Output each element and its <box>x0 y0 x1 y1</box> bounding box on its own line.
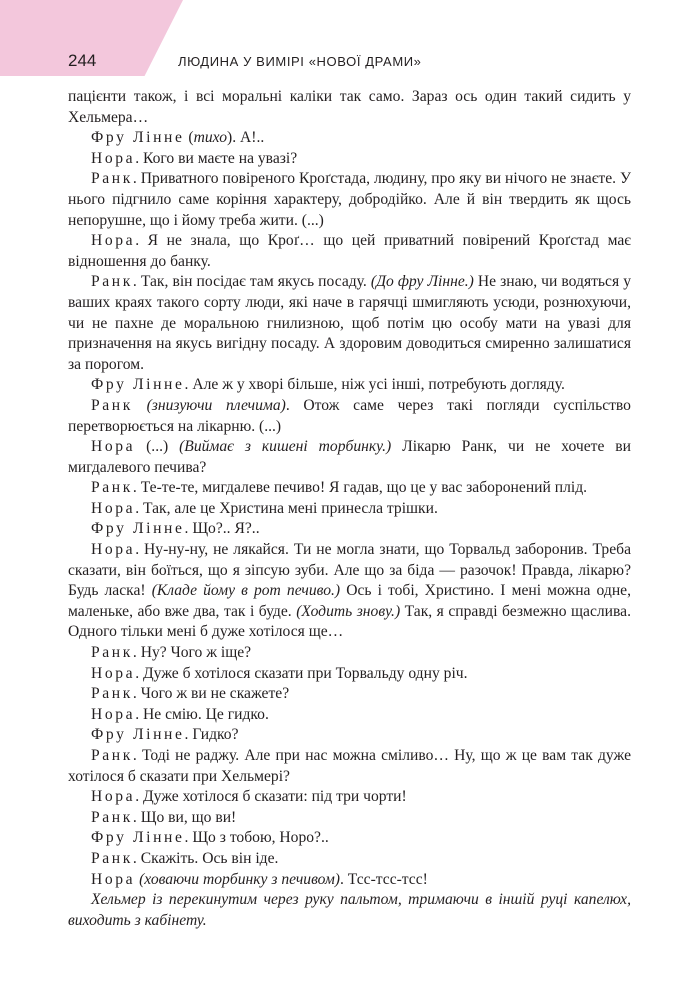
dialogue-paragraph <box>68 725 631 746</box>
speech-text <box>133 397 147 414</box>
speech-text: Так, я справді безмежно щаслива. Одного тільки мені б дуже хотілося ще… <box>68 602 631 641</box>
dialogue-paragraph <box>68 149 631 170</box>
speaker-name: Фру Лінне <box>91 520 185 538</box>
dialogue-paragraph <box>68 519 631 540</box>
dialogue-paragraph <box>68 128 631 149</box>
speech-text: . Чого ж ви не скажете? <box>132 685 290 703</box>
dialogue-paragraph <box>68 828 631 849</box>
dialogue-paragraph <box>68 890 631 931</box>
speech-text: . Гидко? <box>184 726 239 744</box>
stage-direction: (Виймає з кишені торбинку.) <box>179 438 392 456</box>
speaker-name: Ранк <box>91 479 133 497</box>
speech-text: . Так, він посідає там якусь посаду. <box>132 273 371 291</box>
dialogue-paragraph <box>68 787 631 808</box>
speech-text: . Дуже хотілося б сказати: під три чорти! <box>135 788 407 806</box>
speaker-name: Нора <box>91 232 136 250</box>
dialogue-paragraph <box>68 540 631 643</box>
stage-direction: (Кладе йому в рот печиво.) <box>151 582 341 600</box>
speech-text: . Приватного повіреного Кроґстада, людину, про яку ви нічого не знаєте. У нього підгнило саме коріння характеру, добродійко. Але й він твердить як щось непорушне, що і йому треба жити. (...) <box>68 170 631 229</box>
stage-direction: (До фру Лінне.) <box>370 273 474 291</box>
speech-text: . Ну? Чого ж іще? <box>132 644 252 662</box>
speaker-name: Нора <box>91 438 136 456</box>
speech-text: . Що?.. Я?.. <box>184 520 260 538</box>
dialogue-paragraph <box>68 499 631 520</box>
continuation-paragraph <box>68 87 631 128</box>
dialogue-paragraph <box>68 705 631 726</box>
speaker-name: Фру Лінне <box>91 829 185 847</box>
speech-text: . Так, але це Христина мені принесла трішки. <box>135 499 438 517</box>
speaker-name: Фру Лінне <box>91 129 185 147</box>
stage-direction: (знизуючи плечима) <box>146 396 286 414</box>
dialogue-paragraph <box>68 231 631 272</box>
speaker-name: Нора <box>91 499 136 517</box>
speech-text: Ось і тобі, Христино. І мені можна одне, маленьке, або вже два, так і буде. <box>68 582 631 620</box>
speaker-name: Ранк <box>91 808 133 826</box>
play-text <box>68 87 631 931</box>
dialogue-paragraph <box>68 272 631 375</box>
speech-text: . Але ж у хворі більше, ніж усі інші, потребують догляду. <box>184 376 565 394</box>
dialogue-paragraph <box>68 870 631 891</box>
speech-text: ). А!.. <box>227 129 265 147</box>
speaker-name: Нора <box>91 149 136 167</box>
speech-text: . Те-те-те, мигдалеве печиво! Я гадав, що це у вас заборонений плід. <box>132 479 588 497</box>
speech-text: . Кого ви маєте на увазі? <box>135 149 298 167</box>
dialogue-paragraph <box>68 808 631 829</box>
speech-text: . Ну-ну-ну, не лякайся. Ти не могла знати, що Торвальд заборонив. Треба сказати, він боїться, що я зіпсую зуби. Але що за біда — разочок! Правда, лікарю? Будь ласка! <box>68 541 631 600</box>
speaker-name: Нора <box>91 705 136 723</box>
speaker-name: Фру Лінне <box>91 376 185 394</box>
speaker-name: Фру Лінне <box>91 726 185 744</box>
speech-text: ( <box>184 129 194 147</box>
speech-text: . Що ви, що ви! <box>132 808 237 826</box>
speaker-name: Ранк <box>91 644 133 662</box>
stage-direction: тихо <box>193 129 228 147</box>
speaker-name: Ранк <box>91 396 133 414</box>
speech-text: Лікарю Ранк, чи не хочете ви мигдалевого печива? <box>68 438 631 476</box>
dialogue-paragraph <box>68 169 631 231</box>
dialogue-paragraph <box>68 684 631 705</box>
speaker-name: Ранк <box>91 685 133 703</box>
speaker-name: Ранк <box>91 849 133 867</box>
dialogue-paragraph <box>68 396 631 437</box>
stage-direction: (Ходить знову.) <box>296 602 401 620</box>
dialogue-paragraph <box>68 643 631 664</box>
speaker-name: Ранк <box>91 273 133 291</box>
speech-text: . Не смію. Це гидко. <box>135 705 269 723</box>
speaker-name: Нора <box>91 870 136 888</box>
dialogue-paragraph <box>68 664 631 685</box>
stage-direction: (ховаючи торбинку з печивом) <box>139 870 340 888</box>
dialogue-paragraph <box>68 437 631 478</box>
speech-text: . Що з тобою, Норо?.. <box>184 829 329 847</box>
speech-text: . Скажіть. Ось він іде. <box>132 849 279 867</box>
speech-text: пацієнти також, і всі моральні каліки так само. Зараз ось один такий сидить у Хельмера… <box>68 88 631 126</box>
speech-text: . Тсс-тсс-тсс! <box>340 870 428 888</box>
dialogue-paragraph <box>68 746 631 787</box>
stage-direction: Хельмер із перекинутим через руку пальтом, тримаючи в іншій руці капелюх, виходить з кабінету. <box>68 891 631 929</box>
dialogue-paragraph <box>68 849 631 870</box>
speaker-name: Ранк <box>91 747 133 764</box>
running-title: ЛЮДИНА У ВИМІРІ «НОВОЇ ДРАМИ» <box>178 54 422 69</box>
speaker-name: Ранк <box>91 170 133 188</box>
speech-text: Не знаю, чи водяться у ваших краях такого сорту люди, які наче в гарячці шмигляють усюди, рознюхуючи, чи не пахне де моральною гнилизною, щоб потім цю особу мати на увазі для призначення на якусь вигідну посаду. А здоровим доводиться смиренно залишатися за порогом. <box>68 273 631 373</box>
dialogue-paragraph <box>68 478 631 499</box>
speaker-name: Нора <box>91 788 136 806</box>
speech-text: . Дуже б хотілося сказати при Торвальду одну річ. <box>135 664 468 682</box>
speech-text: . Я не знала, що Кроґ… що цей приватний повірений Кроґстад має відношення до банку. <box>68 232 631 270</box>
dialogue-paragraph <box>68 375 631 396</box>
speech-text: (...) <box>135 438 180 456</box>
speaker-name: Нора <box>91 541 136 559</box>
speaker-name: Нора <box>91 664 136 682</box>
speech-text: . Тоді не раджу. Але при нас можна сміливо… Ну, що ж це вам так дуже хотілося б сказати при Хельмері? <box>68 747 631 785</box>
speech-text: . Отож саме через такі погляди суспільство перетворюється на лікарню. (...) <box>68 396 631 435</box>
page-number: 244 <box>68 51 97 70</box>
